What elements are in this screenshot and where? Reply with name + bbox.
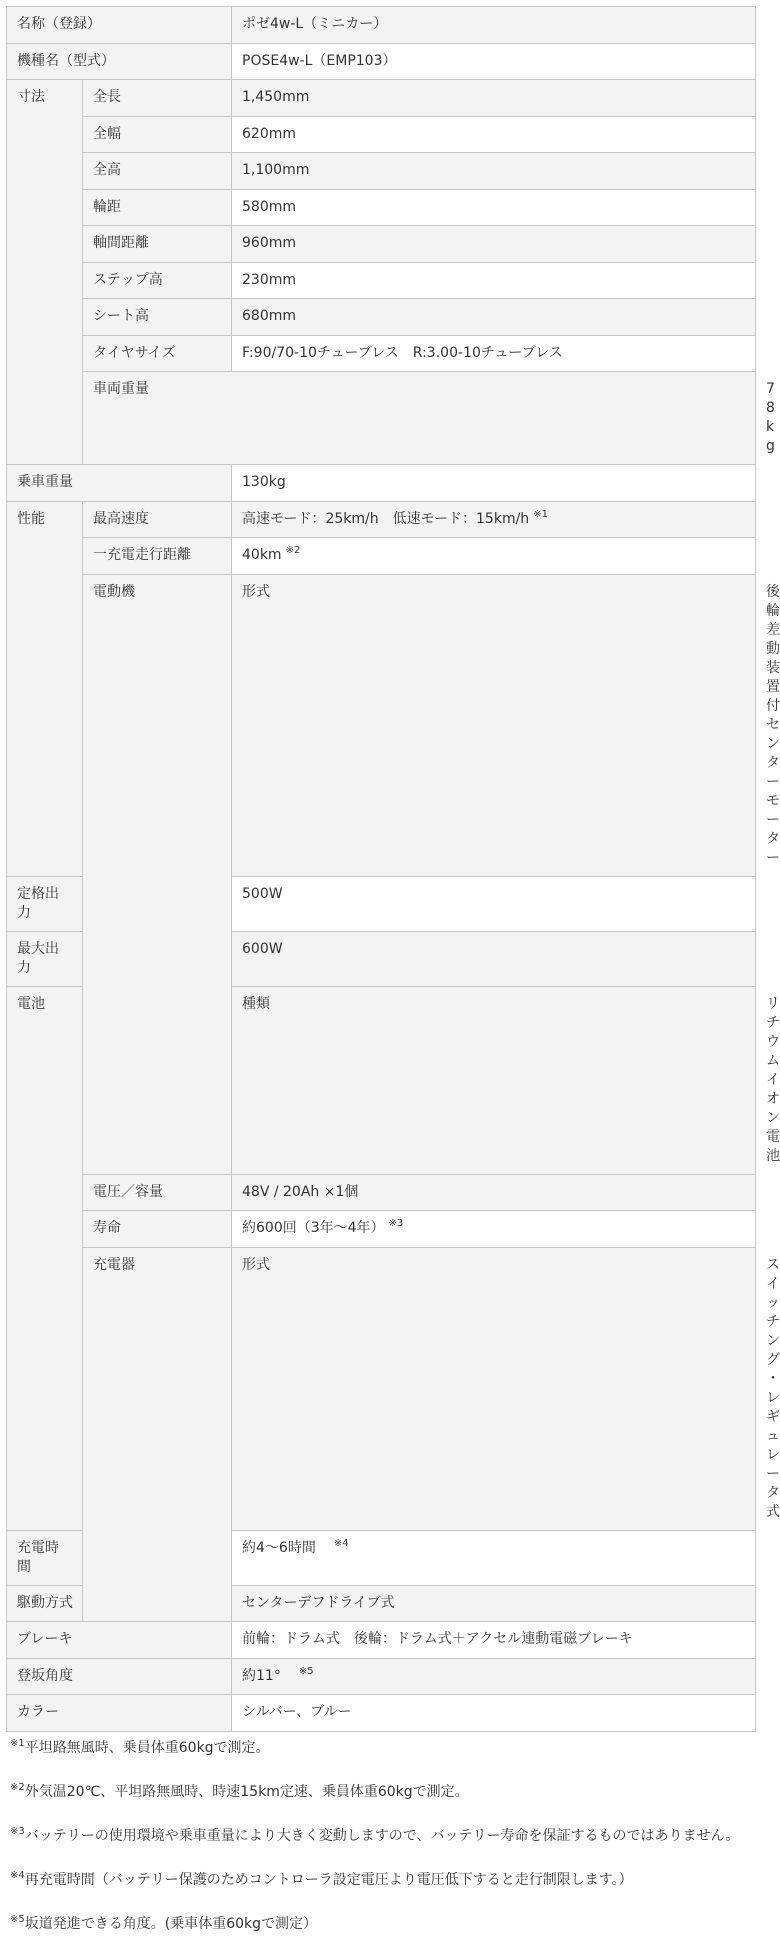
value-text: 960mm	[242, 235, 296, 251]
table-row	[7, 262, 756, 299]
row-value	[232, 189, 756, 226]
table-row	[7, 1585, 756, 1622]
footnote-ref: ※5	[298, 1665, 314, 1677]
row-value	[232, 876, 756, 931]
row-group-label: 充電器	[83, 1247, 232, 1622]
row-value	[232, 80, 756, 117]
value-text: スイッチング・レギュレータ式	[766, 1256, 780, 1520]
row-group-label: 名称（登録）	[7, 7, 232, 44]
row-label: 定格出力	[7, 876, 83, 931]
value-text: 1,100mm	[242, 162, 310, 178]
row-group-label: 登坂角度	[7, 1658, 232, 1695]
value-text: 前輪：ドラム式 後輪：ドラム式＋アクセル連動電磁ブレーキ	[242, 1631, 633, 1647]
table-row	[7, 1174, 756, 1211]
table-row	[7, 574, 756, 876]
row-value	[232, 335, 756, 372]
value-text: 500W	[242, 885, 283, 902]
row-group-label: 電動機	[83, 574, 232, 1174]
footnote-text: 再充電時間（バッテリー保護のためコントローラ設定電圧より電圧低下すると走行制限します。）	[24, 1871, 633, 1888]
row-label: ステップ高	[83, 262, 232, 299]
row-value	[232, 153, 756, 190]
footnote	[10, 1824, 754, 1848]
value-text: 230mm	[242, 271, 296, 288]
table-row	[7, 335, 756, 372]
value-text: 580mm	[242, 198, 296, 215]
row-label: 形式	[232, 1247, 756, 1530]
table-row	[7, 465, 756, 502]
row-group-label: 性能	[7, 501, 83, 876]
footnote-text: 平坦路無風時、乗員体重60kgで測定。	[24, 1739, 270, 1756]
row-label: 最高速度	[83, 501, 232, 538]
footnote-ref: ※4	[333, 1537, 349, 1549]
table-row	[7, 1247, 756, 1530]
row-label: 充電時間	[7, 1530, 83, 1585]
row-value	[232, 465, 756, 502]
row-label: タイヤサイズ	[83, 335, 232, 372]
footnote-text: バッテリーの使用環境や乗車重量により大きく変動しますので、バッテリー寿命を保証するものではありません。	[24, 1827, 740, 1844]
value-text: 130kg	[242, 474, 286, 490]
value-text: シルバー、ブルー	[242, 1704, 352, 1720]
row-value	[232, 501, 756, 538]
table-row	[7, 538, 756, 575]
row-value	[232, 1622, 756, 1659]
value-text: 高速モード：25km/h 低速モード：15km/h	[242, 510, 530, 527]
table-row	[7, 80, 756, 117]
row-value	[232, 262, 756, 299]
value-text: 約11°	[242, 1667, 295, 1684]
footnotes	[6, 1736, 754, 1936]
table-row	[7, 43, 756, 80]
spec-table	[6, 6, 780, 1732]
row-label: 全高	[83, 153, 232, 190]
row-value	[232, 1658, 756, 1695]
row-value	[232, 43, 756, 80]
table-row	[7, 1658, 756, 1695]
value-text: 約4～6時間	[242, 1539, 330, 1556]
row-value	[232, 1530, 756, 1585]
row-group-label: 寸法	[7, 80, 83, 465]
row-value	[232, 116, 756, 153]
row-group-label: ブレーキ	[7, 1622, 232, 1659]
footnote-mark: ※4	[10, 1869, 25, 1881]
row-label: 形式	[232, 574, 756, 876]
table-row	[7, 1695, 756, 1732]
row-group-label: 乗車重量	[7, 465, 232, 502]
footnote	[10, 1736, 754, 1760]
row-label: 軸間距離	[83, 226, 232, 263]
value-text: 620mm	[242, 125, 296, 142]
footnote-text: 外気温20℃、平坦路無風時、時速15km定速、乗員体重60kgで測定。	[24, 1783, 469, 1800]
value-text: ポゼ4w-L（ミニカー）	[242, 16, 388, 32]
row-value	[232, 1211, 756, 1248]
value-text: 48V / 20Ah ×1個	[242, 1183, 359, 1200]
row-label: 寿命	[83, 1211, 232, 1248]
row-label: シート高	[83, 299, 232, 336]
table-row	[7, 153, 756, 190]
footnote	[10, 1780, 754, 1804]
footnote-mark: ※1	[10, 1737, 25, 1749]
value-text: F:90/70-10チューブレス R:3.00-10チューブレス	[242, 344, 563, 361]
value-text: 40km	[242, 547, 282, 563]
value-text: センターデフドライブ式	[242, 1594, 395, 1611]
footnote-text: 坂道発進できる角度。(乗車体重60kgで測定）	[24, 1915, 318, 1932]
table-row	[7, 7, 756, 44]
row-value	[232, 7, 756, 44]
row-value	[232, 226, 756, 263]
value-text: 後輪差動装置付センターモーター	[766, 583, 780, 866]
value-text: POSE4w-L（EMP103）	[242, 52, 397, 69]
row-value	[232, 1695, 756, 1732]
table-row	[7, 1211, 756, 1248]
value-text: 約600回（3年～4年）	[242, 1220, 385, 1236]
value-text: 78kg	[766, 381, 775, 454]
row-label: 種類	[232, 986, 756, 1174]
table-row	[7, 1622, 756, 1659]
value-text: リチウムイオン電池	[766, 995, 780, 1164]
footnote-ref: ※3	[388, 1218, 404, 1229]
table-row	[7, 226, 756, 263]
row-label: 電圧／容量	[83, 1174, 232, 1211]
row-label: 最大出力	[7, 931, 83, 986]
value-text: 600W	[242, 940, 283, 957]
row-label: 輪距	[83, 189, 232, 226]
row-label: 一充電走行距離	[83, 538, 232, 575]
footnote-mark: ※3	[10, 1825, 25, 1837]
value-text: 1,450mm	[242, 89, 310, 105]
table-row	[7, 299, 756, 336]
footnote-ref: ※1	[533, 508, 548, 520]
row-label: 全幅	[83, 116, 232, 153]
row-value	[232, 1585, 756, 1622]
value-text: 680mm	[242, 308, 296, 324]
footnote-mark: ※2	[10, 1781, 25, 1793]
row-group-label: 電池	[7, 986, 83, 1530]
table-row	[7, 372, 756, 465]
footnote-ref: ※2	[285, 545, 301, 556]
table-row	[7, 189, 756, 226]
row-group-label: カラー	[7, 1695, 232, 1732]
row-group-label: 機種名（型式）	[7, 43, 232, 80]
row-value	[232, 299, 756, 336]
row-value	[232, 538, 756, 575]
footnote-mark: ※5	[10, 1913, 25, 1925]
row-group-label: 駆動方式	[7, 1585, 232, 1622]
row-group-label: 車両重量	[83, 372, 756, 465]
row-value	[232, 931, 756, 986]
footnote	[10, 1868, 754, 1892]
footnote	[10, 1912, 754, 1936]
row-value	[232, 1174, 756, 1211]
row-label: 全長	[83, 80, 232, 117]
table-row	[7, 116, 756, 153]
table-row	[7, 501, 756, 538]
